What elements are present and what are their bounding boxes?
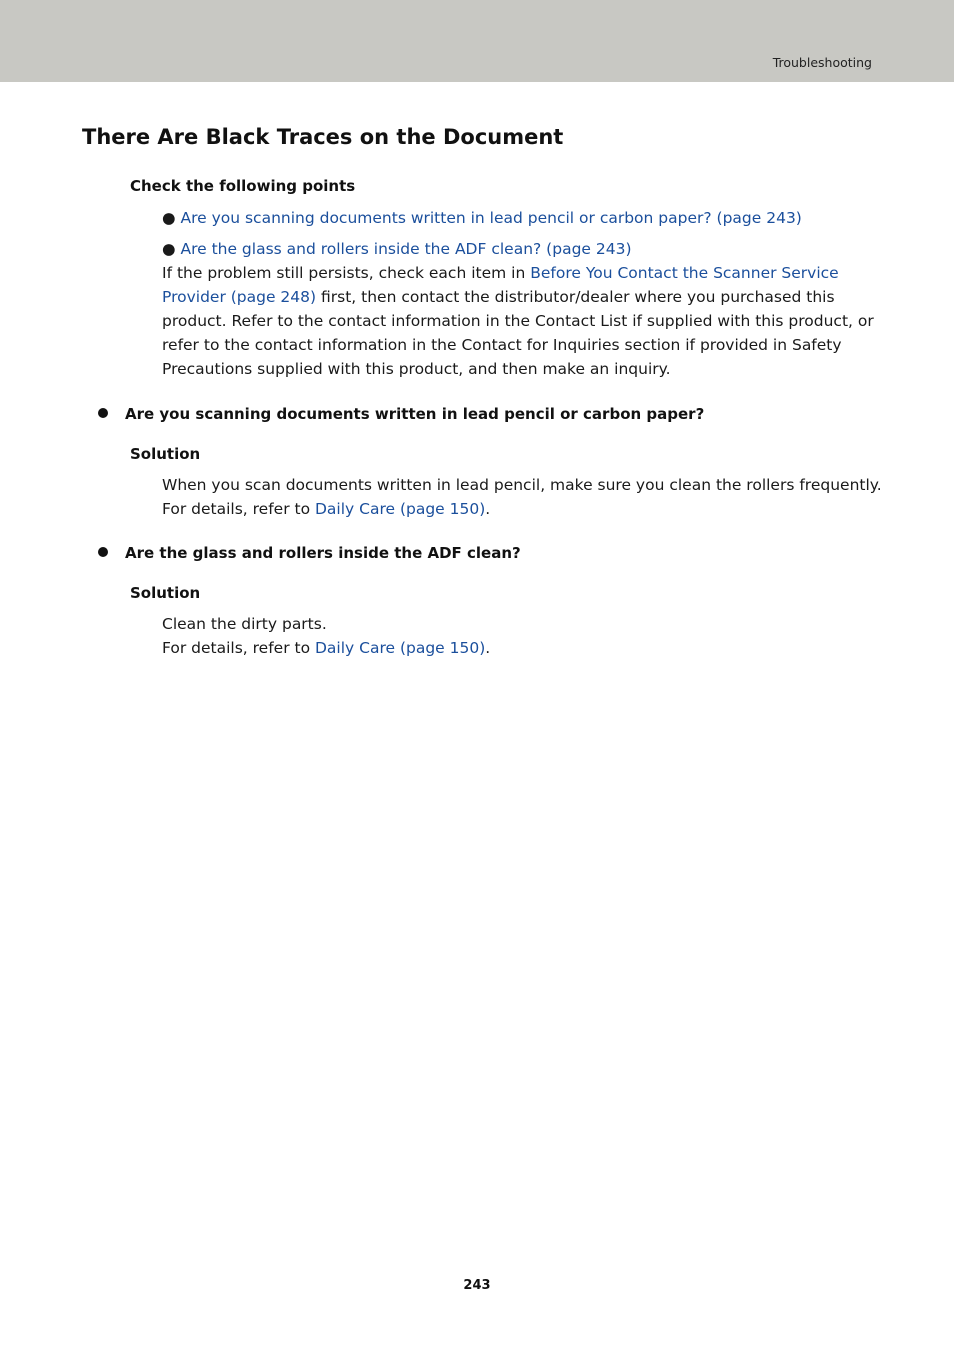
before-contact-link-continued[interactable]: Provider (page 248) (162, 288, 317, 306)
details-suffix: . (485, 639, 491, 657)
details-prefix: For details, refer to (162, 639, 315, 657)
check-points-heading: Check the following points (130, 177, 356, 195)
persist-text-prefix: If the problem still persists, check each item in (162, 264, 531, 282)
details-prefix: For details, refer to (162, 500, 315, 518)
check-item-2-link[interactable]: Are the glass and rollers inside the ADF clean? (page 243) (180, 240, 632, 258)
solution-2-details (162, 636, 490, 660)
bullet-icon (98, 408, 108, 418)
check-item-1-link[interactable]: Are you scanning documents written in lead pencil or carbon paper? (page 243) (180, 209, 802, 227)
check-item-2 (162, 237, 632, 261)
bullet-icon (98, 547, 108, 557)
solution-2-label: Solution (130, 584, 201, 602)
bullet-icon: ● (162, 240, 176, 258)
solution-1-label: Solution (130, 445, 201, 463)
daily-care-link[interactable]: Daily Care (page 150) (315, 500, 486, 518)
solution-1-text: When you scan documents written in lead pencil, make sure you clean the rollers frequently. (162, 476, 882, 494)
check-item-1 (162, 206, 802, 230)
persist-line-5: Precautions supplied with this product, and then make an inquiry. (162, 360, 671, 378)
persist-line-2 (162, 285, 835, 309)
page-title: There Are Black Traces on the Document (82, 125, 564, 149)
bullet-icon: ● (162, 209, 176, 227)
running-header-section: Troubleshooting (772, 55, 872, 70)
persist-line-1 (162, 261, 839, 285)
daily-care-link[interactable]: Daily Care (page 150) (315, 639, 486, 657)
solution-2-text: Clean the dirty parts. (162, 615, 327, 633)
before-contact-link[interactable]: Before You Contact the Scanner Service (530, 264, 839, 282)
persist-text-after-link: first, then contact the distributor/dealer where you purchased this (316, 288, 835, 306)
question-2-heading: Are the glass and rollers inside the ADF clean? (125, 544, 521, 562)
persist-line-4: refer to the contact information in the Contact for Inquiries section if provided in Safety (162, 336, 842, 354)
details-suffix: . (485, 500, 491, 518)
page-number: 243 (463, 1278, 491, 1293)
question-1-heading: Are you scanning documents written in lead pencil or carbon paper? (125, 405, 705, 423)
solution-1-details (162, 497, 490, 521)
persist-line-3: product. Refer to the contact information in the Contact List if supplied with this product, or (162, 312, 874, 330)
